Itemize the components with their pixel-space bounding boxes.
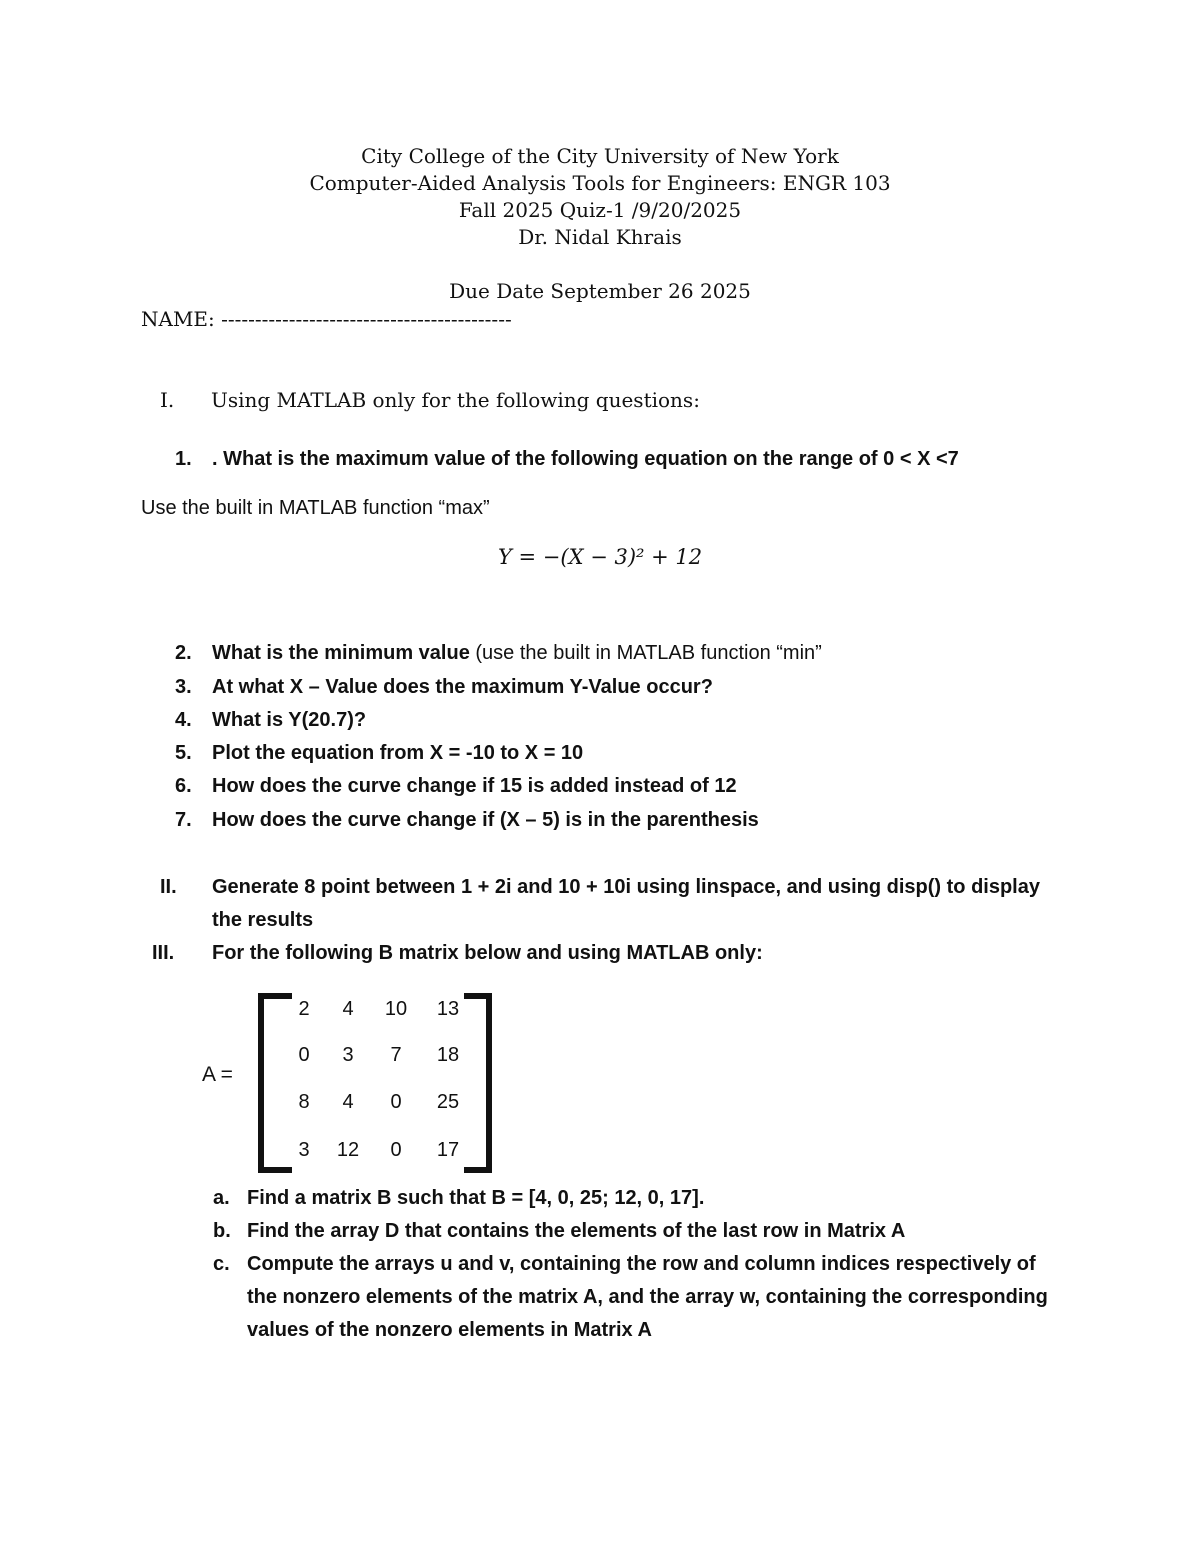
question-item [212, 775, 737, 798]
matrix-right-bracket [464, 993, 492, 1173]
header-institution: City College of the City University of New York [361, 144, 839, 168]
matrix-label: A = [202, 1063, 233, 1086]
header-instructor: Dr. Nidal Khrais [518, 225, 682, 249]
section-2-numeral: II. [160, 876, 177, 898]
question-item [212, 809, 759, 832]
part-letter: a. [213, 1187, 230, 1209]
matrix-cell: 7 [390, 1044, 402, 1066]
part-text: Find a matrix B such that B = [4, 0, 25; 12, 0, 17]. [247, 1187, 705, 1209]
part-text: the nonzero elements of the matrix A, and the array w, containing the corresponding [247, 1286, 1048, 1308]
part-letter: c. [213, 1253, 230, 1275]
matrix-cell: 2 [298, 998, 310, 1020]
question-item [212, 676, 713, 699]
question-text: How does the curve change if (X – 5) is in the parenthesis [212, 809, 759, 831]
equation: Y = −(X − 3)² + 12 [498, 545, 703, 569]
matrix-cell: 0 [390, 1139, 402, 1161]
question-number: 7. [175, 809, 192, 831]
question-item [212, 709, 366, 732]
question-item [212, 642, 822, 665]
matrix-cell: 3 [342, 1044, 354, 1066]
section-3-numeral: III. [152, 942, 175, 964]
section-2-line-1: Generate 8 point between 1 + 2i and 10 + 10i using linspace, and using disp() to display [212, 876, 1040, 898]
section-1-title: Using MATLAB only for the following questions: [211, 388, 700, 412]
header-quiz: Fall 2025 Quiz-1 /9/20/2025 [458, 198, 742, 222]
matrix-cell: 4 [342, 1091, 354, 1113]
question-text: At what X – Value does the maximum Y-Value occur? [212, 676, 713, 698]
matrix-cell: 3 [298, 1139, 310, 1161]
question-1-number: 1. [175, 448, 192, 470]
part-text: values of the nonzero elements in Matrix A [247, 1319, 652, 1341]
question-text: What is Y(20.7)? [212, 709, 367, 731]
part-text: Find the array D that contains the elements of the last row in Matrix A [247, 1220, 906, 1242]
question-text-plain: (use the built in MATLAB function “min” [469, 642, 822, 664]
matrix-cell: 8 [298, 1091, 310, 1113]
matrix-cell: 25 [436, 1091, 460, 1113]
question-text: Plot the equation from X = -10 to X = 10 [212, 742, 584, 764]
question-number: 5. [175, 742, 192, 764]
name-line: NAME: ------------------------------------------- [141, 307, 512, 331]
matrix-cell: 13 [436, 998, 460, 1020]
part-letter: b. [213, 1220, 231, 1242]
question-1-hint: Use the built in MATLAB function “max” [141, 497, 490, 519]
question-number: 6. [175, 775, 192, 797]
part-text: Compute the arrays u and v, containing the row and column indices respectively of [247, 1253, 1036, 1275]
matrix-cell: 10 [384, 998, 408, 1020]
question-text: What is the minimum value [212, 642, 470, 664]
section-1-numeral: I. [160, 388, 175, 412]
question-number: 3. [175, 676, 192, 698]
question-1-text: . What is the maximum value of the following equation on the range of 0 < X <7 [212, 448, 959, 470]
question-number: 4. [175, 709, 192, 731]
section-2-line-2: the results [212, 909, 314, 931]
due-date: Due Date September 26 2025 [449, 279, 751, 303]
question-text: How does the curve change if 15 is added instead of 12 [212, 775, 737, 797]
question-number: 2. [175, 642, 192, 664]
header-course: Computer-Aided Analysis Tools for Engineers: ENGR 103 [309, 171, 891, 195]
matrix-cell: 12 [336, 1139, 360, 1161]
matrix-cell: 0 [390, 1091, 402, 1113]
section-3-title: For the following B matrix below and using MATLAB only: [212, 942, 763, 964]
question-item [212, 742, 583, 765]
matrix-cell: 17 [436, 1139, 460, 1161]
matrix-cell: 0 [298, 1044, 310, 1066]
matrix-cell: 4 [342, 998, 354, 1020]
matrix-cell: 18 [436, 1044, 460, 1066]
